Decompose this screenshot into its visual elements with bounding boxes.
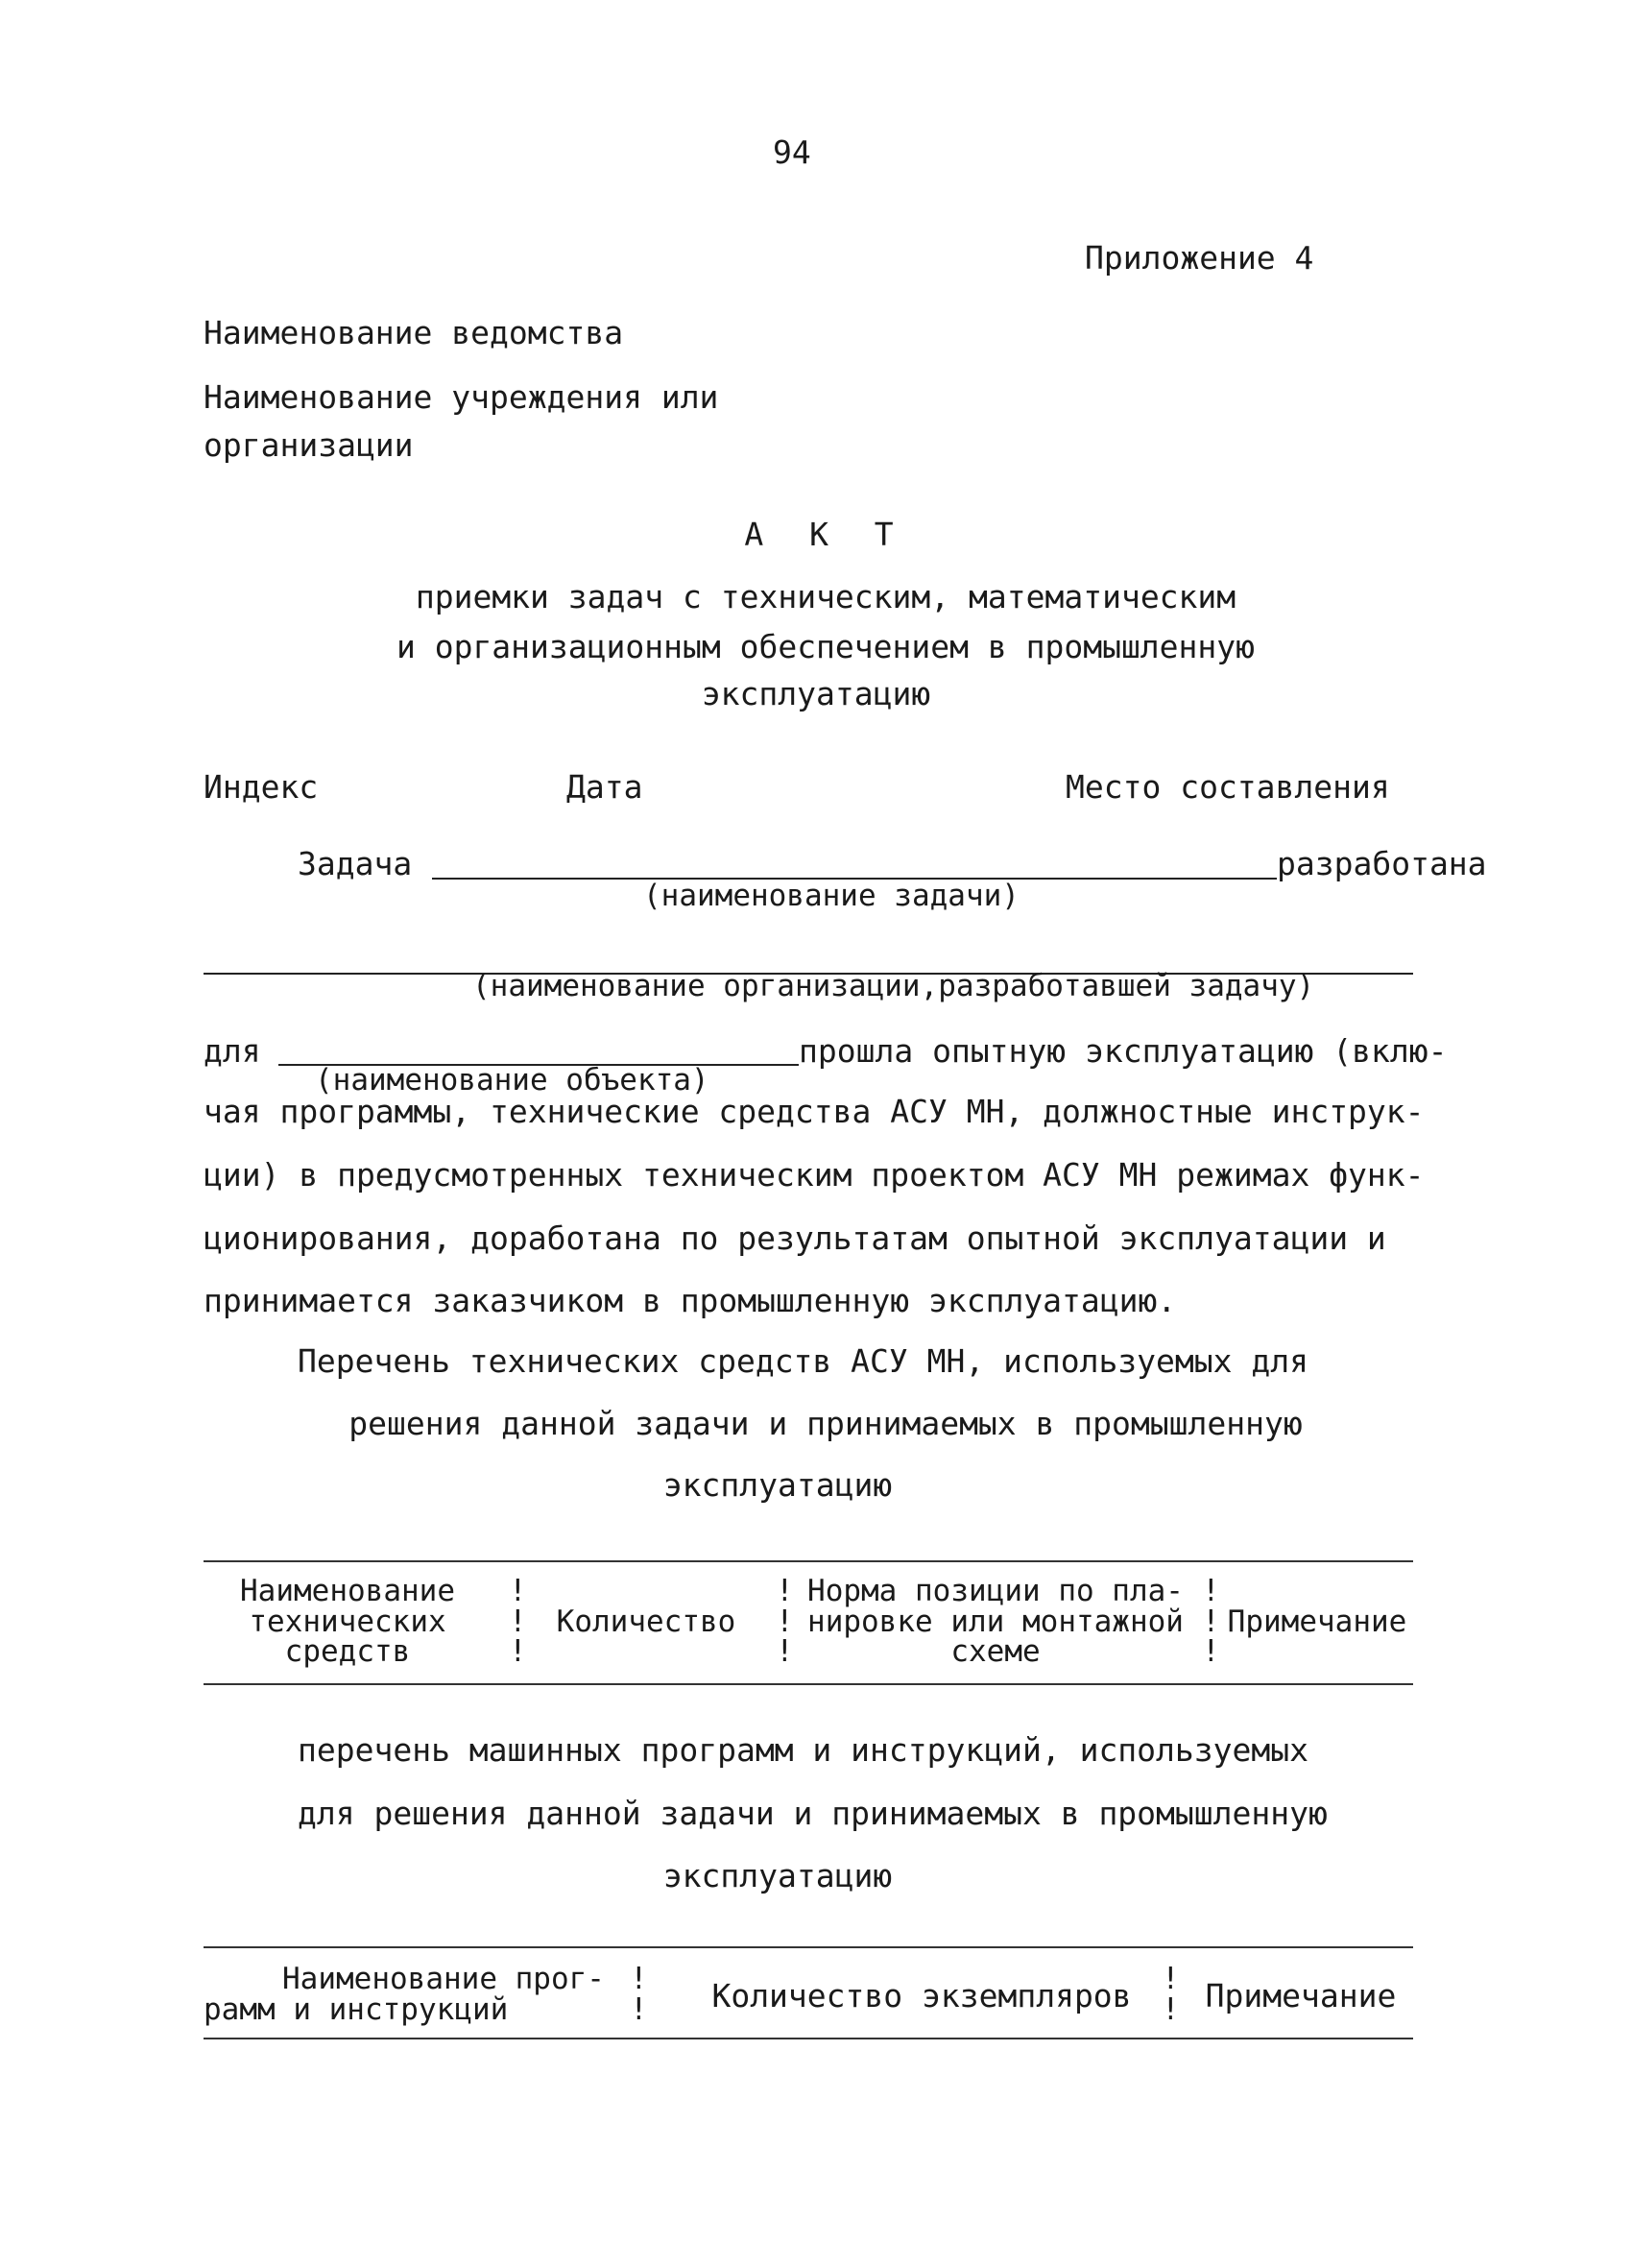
- institution-label-cont: организации: [204, 426, 414, 464]
- section2-heading-line-1: перечень машинных программ и инструкций, используемых: [298, 1731, 1308, 1769]
- date-label: Дата: [566, 768, 643, 806]
- section1-heading-line-3: эксплуатацию: [662, 1466, 893, 1504]
- table1-separator: ! ! !: [776, 1574, 794, 1670]
- table2-separator: ! !: [630, 1962, 648, 2027]
- body-line-4: ционирования, доработана по результатам опытной эксплуатации и: [204, 1219, 1386, 1257]
- table1-top-rule: [204, 1560, 1413, 1562]
- page-number: 94: [773, 133, 811, 171]
- section1-heading-line-2: решения данной задачи и принимаемых в промышленную: [348, 1405, 1303, 1442]
- organization-caption: (наименование организации,разработавшей задачу): [472, 969, 1315, 1003]
- table1-col-technical-means: Наименование технических средств: [240, 1574, 455, 1670]
- table1-col-quantity: Количество: [556, 1604, 736, 1639]
- section2-heading-line-2: для решения данной задачи и принимаемых в промышленную: [298, 1795, 1328, 1832]
- subtitle-line-2: и организационным обеспечением в промышленную: [396, 628, 1256, 665]
- appendix-label: Приложение 4: [1085, 239, 1314, 277]
- table1-col-note: Примечание: [1227, 1604, 1407, 1639]
- body-line-5: принимается заказчиком в промышленную эксплуатацию.: [204, 1282, 1177, 1319]
- section2-heading-line-3: эксплуатацию: [662, 1857, 893, 1894]
- document-title: А К Т: [744, 516, 907, 553]
- object-name-caption: (наименование объекта): [315, 1063, 709, 1098]
- ministry-label: Наименование ведомства: [204, 314, 624, 351]
- table2-col-note: Примечание: [1205, 1977, 1397, 2015]
- index-label: Индекс: [204, 768, 319, 806]
- task-label: Задача: [298, 845, 413, 882]
- table1-bottom-rule: [204, 1683, 1413, 1685]
- place-label: Место составления: [1066, 768, 1390, 806]
- table1-separator: ! ! !: [1202, 1574, 1220, 1670]
- subtitle-line-3: эксплуатацию: [701, 675, 931, 712]
- body-line-2: чая программы, технические средства АСУ МН, должностные инструк-: [204, 1093, 1425, 1130]
- table2-col-copies: Количество экземпляров: [711, 1977, 1132, 2015]
- section1-heading-line-1: Перечень технических средств АСУ МН, используемых для: [298, 1342, 1308, 1380]
- for-label: для: [204, 1032, 261, 1070]
- developed-label: разработана: [1277, 845, 1487, 882]
- body-line-1: прошла опытную эксплуатацию (вклю-: [799, 1032, 1448, 1070]
- table2-separator: ! !: [1162, 1962, 1180, 2027]
- subtitle-line-1: приемки задач с техническим, математическим: [415, 578, 1236, 615]
- body-line-3: ции) в предусмотренных техническим проектом АСУ МН режимах функ-: [204, 1156, 1425, 1194]
- table1-separator: ! ! !: [509, 1574, 527, 1670]
- table2-bottom-rule: [204, 2038, 1413, 2039]
- table1-col-norm-position: Норма позиции по пла- нировке или монтажной схеме: [807, 1574, 1184, 1670]
- table2-top-rule: [204, 1946, 1413, 1948]
- table2-col-programs: Наименование прог- рамм и инструкций: [204, 1962, 605, 2027]
- institution-label: Наименование учреждения или: [204, 378, 719, 416]
- task-name-caption: (наименование задачи): [643, 879, 1020, 913]
